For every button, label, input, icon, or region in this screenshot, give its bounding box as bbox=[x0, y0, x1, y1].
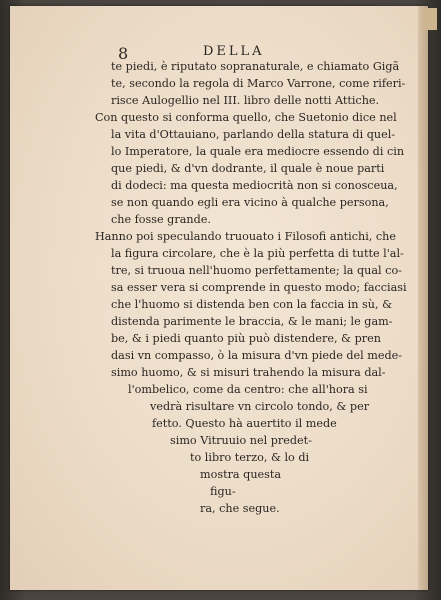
text-line: que piedi, & d'vn dodrante, il quale è noue parti bbox=[111, 162, 385, 175]
text-line: te piedi, è riputato sopranaturale, e chiamato Gigã bbox=[111, 60, 400, 73]
text-line: se non quando egli era vicino à qualche persona, bbox=[111, 196, 389, 209]
text-line: risce Aulogellio nel III. libro delle notti Attiche. bbox=[111, 94, 380, 107]
text-line: simo Vitruuio nel predet- bbox=[170, 434, 312, 447]
text-line: la figura circolare, che è la più perfetta di tutte l'al- bbox=[111, 247, 404, 260]
text-line: l'ombelico, come da centro: che all'hora si bbox=[128, 383, 368, 396]
book-page bbox=[10, 6, 428, 590]
text-line: vedrà risultare vn circolo tondo, & per bbox=[150, 400, 370, 413]
text-line: di dodeci: ma questa mediocrità non si conosceua, bbox=[111, 179, 398, 192]
text-line: be, & i piedi quanto più può distendere, & pren bbox=[111, 332, 381, 345]
page-edge bbox=[418, 6, 428, 590]
text-line: tre, si truoua nell'huomo perfettamente; la qual co- bbox=[111, 264, 402, 277]
running-head: DELLA bbox=[203, 44, 265, 59]
text-line: che l'huomo si distenda ben con la faccia in sù, & bbox=[111, 298, 393, 311]
text-line: mostra questa bbox=[200, 468, 282, 481]
text-line: to libro terzo, & lo di bbox=[190, 451, 310, 464]
text-line: fetto. Questo hà auertito il mede bbox=[152, 417, 337, 430]
text-line: ra, che segue. bbox=[200, 502, 280, 515]
text-line: Con questo si conforma quello, che Suetonio dice nel bbox=[95, 111, 397, 124]
text-line: dasi vn compasso, ò la misura d'vn piede del mede- bbox=[111, 349, 403, 362]
text-line: figu- bbox=[210, 485, 236, 498]
text-line: sa esser vera si comprende in questo modo; facciasi bbox=[111, 281, 407, 294]
text-line: simo huomo, & si misuri trahendo la misura dal- bbox=[111, 366, 386, 379]
text-line: la vita d'Ottauiano, parlando della statura di quel- bbox=[111, 128, 396, 141]
text-line: te, secondo la regola di Marco Varrone, come riferi- bbox=[111, 77, 406, 90]
folio-number: 8 bbox=[118, 44, 130, 63]
page-tab bbox=[423, 8, 437, 30]
text-line: lo Imperatore, la quale era mediocre essendo di cin bbox=[111, 145, 405, 158]
text-line: distenda parimente le braccia, & le mani; le gam- bbox=[111, 315, 393, 328]
text-line: Hanno poi speculando truouato i Filosofi antichi, che bbox=[95, 230, 396, 243]
text-line: che fosse grande. bbox=[111, 213, 211, 226]
